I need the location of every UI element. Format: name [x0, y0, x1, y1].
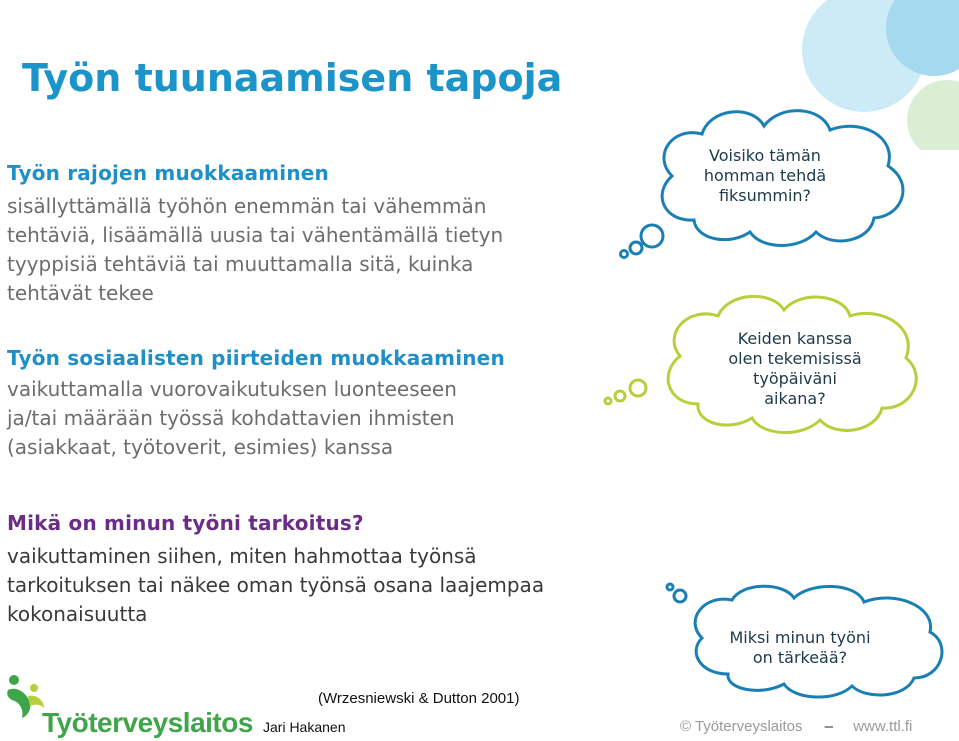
citation: (Wrzesniewski & Dutton 2001)	[318, 690, 520, 707]
section-heading-social-features: Työn sosiaalisten piirteiden muokkaaminen	[7, 346, 505, 370]
logo-wordmark	[42, 707, 253, 739]
thought-cloud-3-text: Miksi minun työni on tärkeää?	[729, 628, 871, 667]
footer-copyright	[680, 718, 912, 735]
section-body-job-boundaries: sisällyttämällä työhön enemmän tai vähemmän tehtäviä, lisäämällä uusia tai vähentämällä tietyn tyyppisiä tehtäviä tai muuttamalla sitä, kuinka tehtävät tekee	[7, 194, 504, 305]
section-body-social-features: vaikuttamalla vuorovaikutuksen luonteeseen ja/tai määrään työssä kohdattavien ihmisten (asiakkaat, työtoverit, esimies) kanssa	[7, 377, 457, 459]
section-heading-job-boundaries: Työn rajojen muokkaaminen	[7, 161, 329, 185]
section-heading-purpose: Mikä on minun työni tarkoitus?	[7, 511, 364, 535]
footer-url[interactable]: www.ttl.fi	[853, 718, 913, 735]
logo-text: Työterveyslaitos	[42, 707, 253, 738]
thought-cloud-2-text: Keiden kanssa olen tekemisissä työpäiväni aikana?	[728, 329, 862, 408]
author-name: Jari Hakanen	[263, 719, 346, 735]
page-title: Työn tuunaamisen tapoja	[22, 56, 563, 100]
footer-dash: –	[824, 718, 834, 735]
section-body-purpose: vaikuttaminen siihen, miten hahmottaa työnsä tarkoituksen tai näkee oman työnsä osana laajempaa kokonaisuutta	[7, 544, 545, 626]
copyright-text: © Työterveyslaitos	[680, 718, 803, 735]
thought-cloud-1-text: Voisiko tämän homman tehdä fiksummin?	[703, 146, 827, 205]
